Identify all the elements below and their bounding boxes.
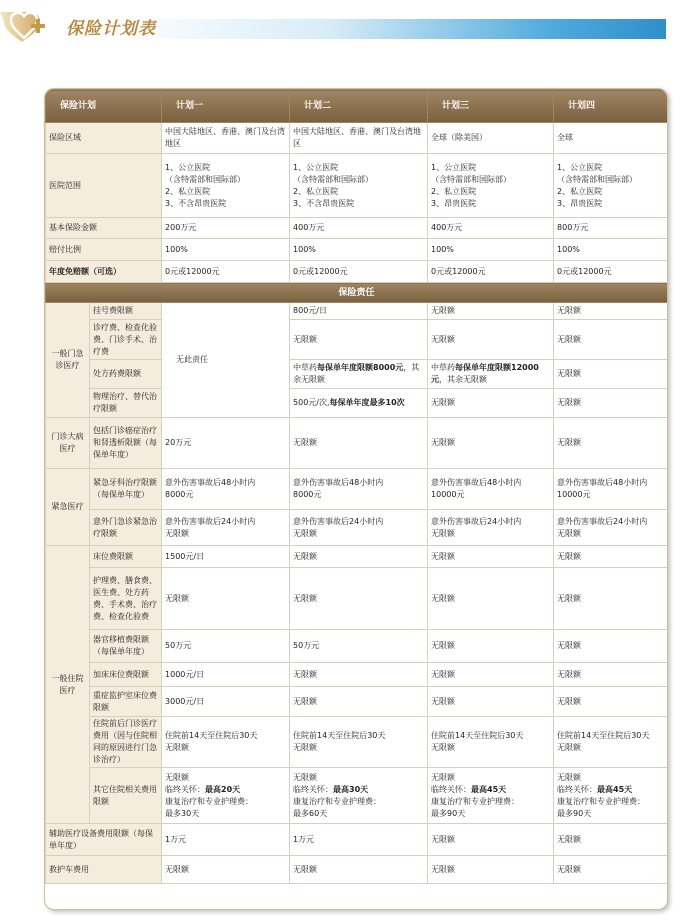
table-row-organ: [46, 630, 668, 663]
row-label: 年度免赔额（可选）: [46, 261, 162, 283]
table-row-diagnosis: [46, 320, 668, 360]
row-label: 赔付比例: [46, 239, 162, 261]
header-bar: [108, 19, 666, 39]
cell-plan-1: 1500元/日: [162, 546, 290, 568]
cell-plan-3: 无限额: [428, 856, 554, 884]
cell-plan-1: 200万元: [162, 218, 290, 239]
cell-plan-1: 20万元: [162, 418, 290, 469]
table-row-other-inpatient: [46, 768, 668, 824]
cell-plan-2: 中国大陆地区、香港、澳门及台湾地区: [290, 123, 428, 154]
cell-plan-1: 1、公立医院 （含特需部和国际部） 2、私立医院 3、不含昂贵医院: [162, 154, 290, 218]
cell-plan-4: 100%: [554, 239, 668, 261]
row-label: 诊疗费、检查化验费、门诊手术、治疗费: [90, 320, 162, 360]
cell-plan-3: 无限额: [428, 546, 554, 568]
cell-plan-2: 500元/次,每保单年度最多10次: [290, 389, 428, 418]
cell-plan-2: 意外伤害事故后24小时内 无限额: [290, 510, 428, 546]
group-label: 紧急医疗: [46, 469, 90, 546]
cell-plan-4: 意外伤害事故后24小时内 无限额: [554, 510, 668, 546]
cell-plan-4: 无限额: [554, 856, 668, 884]
table-row-ratio: [46, 239, 668, 261]
row-label: 重症监护室床位费限额: [90, 687, 162, 717]
cell-plan-2: 无限额: [290, 546, 428, 568]
cell-plan-1: 住院前14天至住院后30天 无限额: [162, 717, 290, 768]
cell-plan-2: 无限额: [290, 418, 428, 469]
cell-plan-2: 中草药每保单年度限额8000元，其余无限额: [290, 360, 428, 389]
cell-plan-2: 50万元: [290, 630, 428, 663]
cell-plan-4: 意外伤害事故后48小时内 10000元: [554, 469, 668, 510]
table-header-row: [46, 90, 668, 123]
cell-plan-3: 全球（除美国）: [428, 123, 554, 154]
table-row-drug: [46, 360, 668, 389]
row-label: 辅助医疗设备费用限额（每保单年度）: [46, 824, 162, 856]
row-label: 床位费限额: [90, 546, 162, 568]
cell-plan-1: 无限额: [162, 856, 290, 884]
cell-plan-4: 无限额: [554, 320, 668, 360]
cell-plan-1: 1万元: [162, 824, 290, 856]
cell-plan-2: 800元/日: [290, 303, 428, 320]
cell-plan-3: 无限额: [428, 320, 554, 360]
row-label: 基本保险金额: [46, 218, 162, 239]
header-plan-4: 计划四: [554, 90, 668, 123]
cell-plan-2: 0元或12000元: [290, 261, 428, 283]
table-row-physio: [46, 389, 668, 418]
cell-plan-4: 0元或12000元: [554, 261, 668, 283]
cell-plan-2: 无限额: [290, 663, 428, 687]
cell-plan-3: 无限额: [428, 687, 554, 717]
table-row-amount: [46, 218, 668, 239]
cell-plan-3: 无限额: [428, 663, 554, 687]
group-label: 一般住院医疗: [46, 546, 90, 824]
cell-plan-4: 住院前14天至住院后30天 无限额: [554, 717, 668, 768]
cell-plan-3: 无限额: [428, 418, 554, 469]
table-row-dental: [46, 469, 668, 510]
cell-plan-4: 无限额: [554, 687, 668, 717]
row-label: 挂号费限额: [90, 303, 162, 320]
cell-plan-2: 住院前14天至住院后30天 无限额: [290, 717, 428, 768]
cell-plan-3: 无限额: [428, 568, 554, 630]
cell-plan-4: 无限额: [554, 418, 668, 469]
cell-plan-2: 无限额 临终关怀：最高30天 康复治疗和专业护理费： 最多60天: [290, 768, 428, 824]
cell-plan-4: 无限额: [554, 824, 668, 856]
cell-plan-3: 无限额: [428, 630, 554, 663]
table-row-extra-bed: [46, 663, 668, 687]
cell-plan-3: 无限额: [428, 303, 554, 320]
row-label: 紧急牙科治疗限额（每保单年度）: [90, 469, 162, 510]
table-row-icu: [46, 687, 668, 717]
heart-plus-icon: [0, 8, 62, 44]
cell-plan-4: 无限额: [554, 663, 668, 687]
cell-plan-2: 无限额: [290, 856, 428, 884]
cell-plan-1: 0元或12000元: [162, 261, 290, 283]
cell-plan-4: 800万元: [554, 218, 668, 239]
table-row-prepost: [46, 717, 668, 768]
cell-plan-3: 400万元: [428, 218, 554, 239]
header-plan: 保险计划: [46, 90, 162, 123]
row-label: 护理费、膳食费、医生费、处方药费、手术费、治疗费、检查化验费: [90, 568, 162, 630]
cell-plan-2: 400万元: [290, 218, 428, 239]
row-label: 意外门急诊紧急治疗限额: [90, 510, 162, 546]
table-row-ambulance: [46, 856, 668, 884]
insurance-plan-table: [44, 88, 668, 910]
cell-plan-1: 无此责任: [162, 303, 290, 418]
cell-plan-1: 意外伤害事故后48小时内 8000元: [162, 469, 290, 510]
row-label: 物理治疗、替代治疗限额: [90, 389, 162, 418]
row-label: 加床床位费限额: [90, 663, 162, 687]
cell-plan-2: 100%: [290, 239, 428, 261]
cell-plan-1: 无限额 临终关怀：最高20天 康复治疗和专业护理费： 最多30天: [162, 768, 290, 824]
cell-plan-1: 意外伤害事故后24小时内 无限额: [162, 510, 290, 546]
cell-plan-1: 3000元/日: [162, 687, 290, 717]
cell-plan-4: 无限额: [554, 303, 668, 320]
header-plan-2: 计划二: [290, 90, 428, 123]
row-label: 救护车费用: [46, 856, 162, 884]
cell-plan-1: 1000元/日: [162, 663, 290, 687]
cell-plan-4: 无限额 临终关怀：最高45天 康复治疗和专业护理费： 最多90天: [554, 768, 668, 824]
cell-plan-3: 中草药每保单年度限额12000元，其余无限额: [428, 360, 554, 389]
table-row-bed: [46, 546, 668, 568]
cell-plan-1: 无限额: [162, 568, 290, 630]
row-label: 处方药费限额: [90, 360, 162, 389]
cell-plan-4: 无限额: [554, 568, 668, 630]
table-row-region: [46, 123, 668, 154]
cell-plan-3: 无限额 临终关怀：最高45天 康复治疗和专业护理费： 最多90天: [428, 768, 554, 824]
group-label: 一般门急诊医疗: [46, 303, 90, 418]
cell-plan-4: 无限额: [554, 546, 668, 568]
cell-plan-3: 100%: [428, 239, 554, 261]
table-row-registration: [46, 303, 668, 320]
row-label: 医院范围: [46, 154, 162, 218]
cell-plan-3: 住院前14天至住院后30天 无限额: [428, 717, 554, 768]
cell-plan-1: 中国大陆地区、香港、澳门及台湾地区: [162, 123, 290, 154]
section-header-row: [46, 283, 668, 303]
table-row-emergency: [46, 510, 668, 546]
row-label: 住院前后门诊医疗费用（因与住院相同的原因进行门急诊治疗）: [90, 717, 162, 768]
header-plan-3: 计划三: [428, 90, 554, 123]
page-header: [0, 0, 680, 50]
page-title: 保险计划表: [66, 19, 156, 39]
table-row-nursing: [46, 568, 668, 630]
cell-plan-2: 1、公立医院 （含特需部和国际部） 2、私立医院 3、不含昂贵医院: [290, 154, 428, 218]
cell-plan-2: 意外伤害事故后48小时内 8000元: [290, 469, 428, 510]
cell-plan-3: 0元或12000元: [428, 261, 554, 283]
row-label: 其它住院相关费用限额: [90, 768, 162, 824]
cell-plan-2: 无限额: [290, 687, 428, 717]
row-label: 包括门诊癌症治疗和肾透析限额（每保单年度）: [90, 418, 162, 469]
cell-plan-3: 意外伤害事故后48小时内 10000元: [428, 469, 554, 510]
table-row-major-illness: [46, 418, 668, 469]
row-label: 保险区域: [46, 123, 162, 154]
cell-plan-3: 1、公立医院 （含特需部和国际部） 2、私立医院 3、昂贵医院: [428, 154, 554, 218]
table-row-deductible: [46, 261, 668, 283]
cell-plan-3: 意外伤害事故后24小时内 无限额: [428, 510, 554, 546]
header-plan-1: 计划一: [162, 90, 290, 123]
section-title: 保险责任: [46, 283, 668, 303]
cell-plan-2: 无限额: [290, 320, 428, 360]
cell-plan-4: 无限额: [554, 389, 668, 418]
cell-plan-2: 1万元: [290, 824, 428, 856]
cell-plan-4: 无限额: [554, 630, 668, 663]
cell-plan-4: 1、公立医院 （含特需部和国际部） 2、私立医院 3、昂贵医院: [554, 154, 668, 218]
table-row-aux-equipment: [46, 824, 668, 856]
cell-plan-3: 无限额: [428, 389, 554, 418]
row-label: 器官移植费限额（每保单年度）: [90, 630, 162, 663]
table-row-hospital: [46, 154, 668, 218]
cell-plan-4: 无限额: [554, 360, 668, 389]
cell-plan-1: 50万元: [162, 630, 290, 663]
cell-plan-1: 100%: [162, 239, 290, 261]
group-label: 门诊大病医疗: [46, 418, 90, 469]
cell-plan-2: 无限额: [290, 568, 428, 630]
cell-plan-3: 无限额: [428, 824, 554, 856]
cell-plan-4: 全球: [554, 123, 668, 154]
